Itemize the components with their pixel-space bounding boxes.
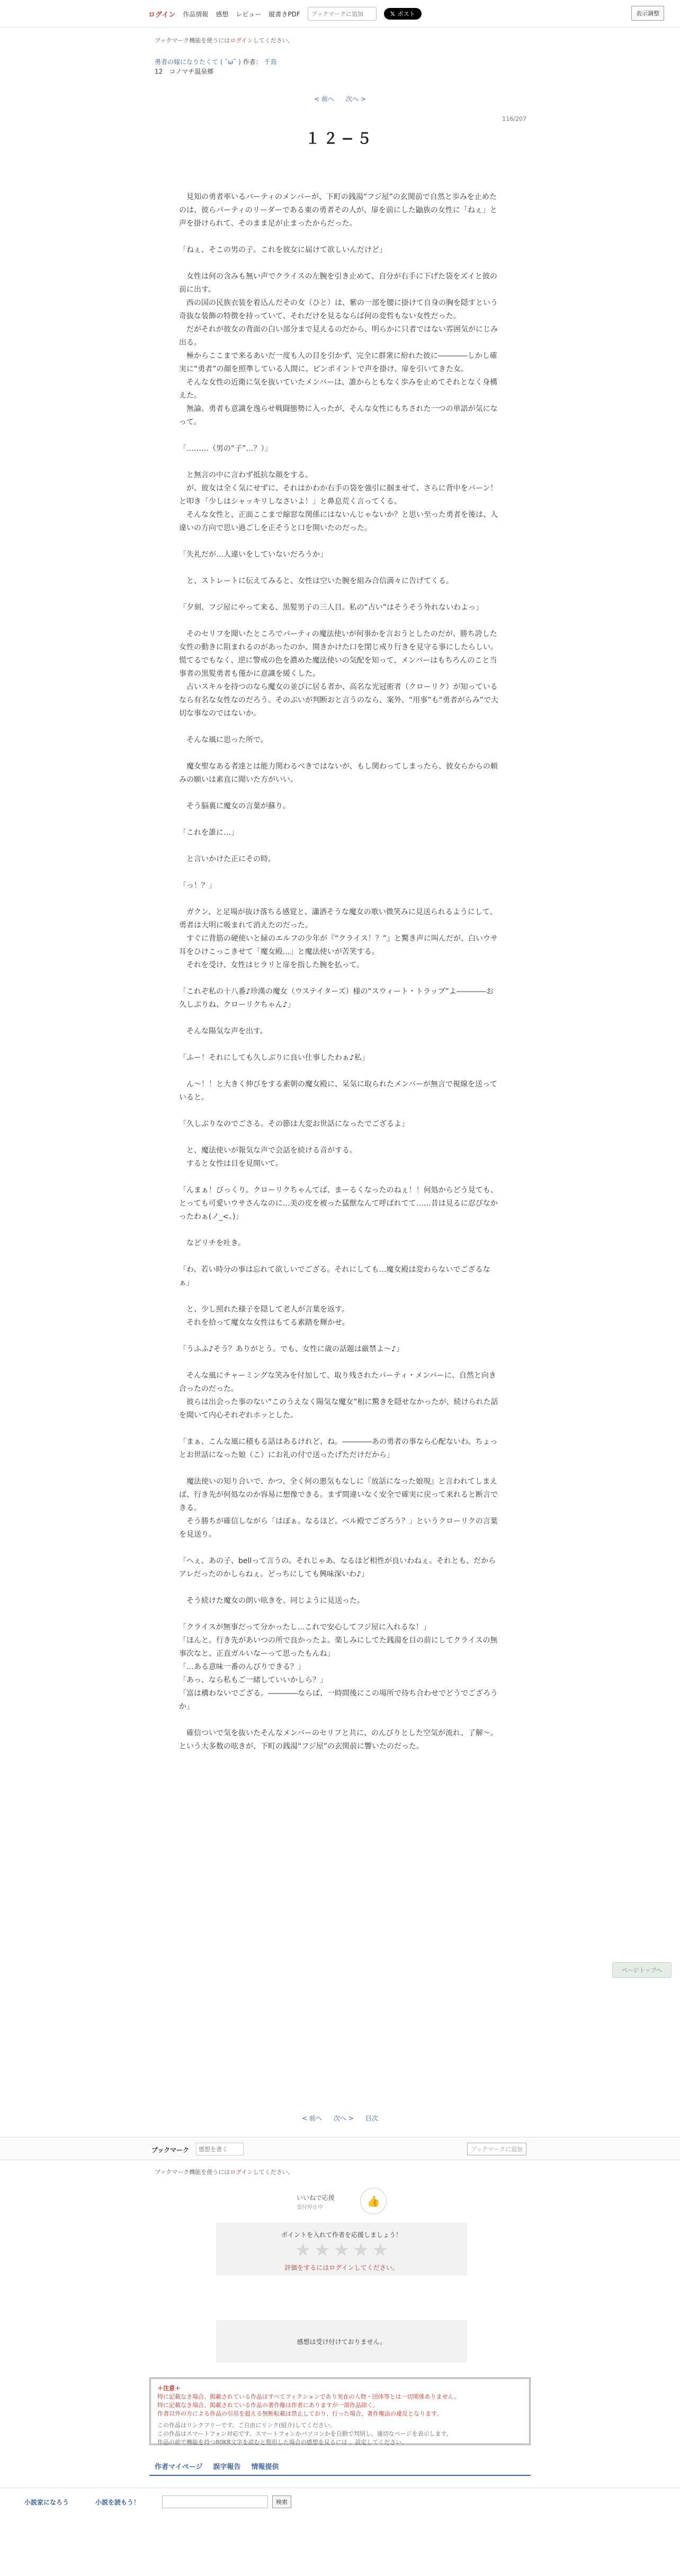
pager-bottom [0, 2114, 680, 2123]
blank-line [179, 813, 499, 826]
notice-prefix: ブックマーク機能を使うには [155, 37, 230, 44]
footer-link-yomou[interactable]: 小説を読もう！ [95, 2499, 140, 2506]
blank-line [179, 1290, 499, 1303]
blank-line [179, 866, 499, 879]
author-prefix: 作者： [243, 58, 262, 66]
footer-bar [0, 2488, 680, 2515]
star-icon[interactable]: ★ [294, 2240, 311, 2261]
novel-paragraph: ん～！！と大きく伸びをする素朝の魔女殿に、呆気に取られたメンバーが無言で視線を送っていると。 [179, 1080, 498, 1102]
blank-line [179, 1012, 499, 1025]
blank-line [179, 1104, 499, 1118]
novel-paragraph: 魔女聖なある者達とは能力関わるべきではないが、もし関わってしまったら、彼女らからの頼みの願いは素直に聞いた方がいい。 [179, 762, 498, 784]
blank-line [179, 1356, 499, 1369]
novel-paragraph: 確信ついで気を抜いたそんなメンバーのセリフと共に、のんびりとした空気が流れ、了解～。という大多数の呟きが、下町の銭湯“フジ屋”の玄関前に響いたのだった。 [179, 1729, 498, 1751]
caution-title: ＋注意＋ [157, 2385, 181, 2392]
novel-paragraph: そんな女性の近衛に気を抜いていたメンバーは、誰からともなく歩みを止めてそれとなく身構えた。 [179, 378, 498, 400]
novel-paragraph: 「失礼だが…人違いをしていないだろうか」 [179, 550, 327, 559]
x-post-button[interactable] [384, 8, 422, 20]
rating-box [216, 2223, 467, 2276]
blank-line [179, 1224, 499, 1237]
blank-line [179, 257, 499, 270]
next-link-bottom[interactable]: 次へ > [333, 2115, 354, 2122]
novel-paragraph: と無言の中に言わず抵抗な顔をする。 [179, 471, 312, 479]
blank-line [179, 535, 499, 548]
novel-paragraph: 無論、勇者も意識を逸らせ戦闘態勢に入ったが、そんな女性にもちされた一つの単語が気になって。 [179, 405, 498, 426]
novel-paragraph: と、少し照れた様子を隠して老人が言葉を返す。 [179, 1305, 349, 1314]
blank-line [179, 1608, 499, 1621]
star-icon[interactable]: ★ [372, 2240, 389, 2261]
prev-link-bottom[interactable]: < 前へ [302, 2115, 322, 2122]
like-status: 受付停止中 [297, 2205, 323, 2210]
novel-paragraph: 「ほんと。行き先があいつの所で良かったよ。楽しみにしてた銭湯を目の前にしてクライスの無事次なと、正直ガルいなーって思ったもんね」 [179, 1636, 498, 1658]
novel-body [179, 191, 499, 1753]
info-line: この作品はリンクフリーです。ご自由にリンク(紹介)してください。 [157, 2422, 336, 2429]
series-title-link[interactable]: 勇者の嫁になりたくて ( ˘ω˘ ) [155, 58, 241, 66]
rating-title: ポイントを入れて作者を応援しましょう！ [281, 2231, 402, 2239]
blank-line [179, 1581, 499, 1594]
blank-line [179, 456, 499, 469]
novel-paragraph: 「ふー！それにしても久しぶりに良い仕事したわぁ♪私」 [179, 1054, 369, 1062]
blank-line [179, 1330, 499, 1343]
novel-paragraph: 「まぁ、こんな風に積もる話はあるけれど、ね。――――あの勇者の事なら心配ないわ。ちょっとお世話になった娘（こ）にお礼の付で送ったげただけだから」 [179, 1438, 498, 1459]
blank-line [179, 230, 499, 244]
novel-paragraph: 「…ある意味一番のんびりできる？」 [179, 1663, 305, 1671]
novel-paragraph: 「富は構わないでござる。――――ならば、一時間後にこの場所で待ち合わせでどうでござろうか」 [179, 1689, 498, 1711]
novel-paragraph: それを受け、女性はヒラリと扉を指した腕を払って。 [179, 961, 364, 969]
login-link[interactable]: ログイン [148, 11, 176, 19]
rating-stars [216, 2241, 467, 2260]
notice-suffix: してください。 [253, 37, 294, 44]
novel-paragraph: 「クライスが無事だって分かったし…これで安心してフジ屋に入れるな！」 [179, 1623, 431, 1632]
star-icon[interactable]: ★ [314, 2240, 330, 2261]
impression-input[interactable] [196, 2143, 244, 2155]
caution-box [149, 2377, 531, 2445]
caution-line: 作者以外の方による作品の引用を超える無断転載は禁止しており、行った場合、著作権法の違反となります。 [157, 2410, 443, 2417]
blank-line [179, 1541, 499, 1555]
novel-paragraph: 西の国の民族衣装を着込んだその女（ひと）は、紫の一部を腰に掛けて自身の胸を隠すという奇抜な装飾の特徴を持っていて、それだけを見るならば何の変哲もない女性だった。 [179, 299, 498, 320]
novel-paragraph: そう続けた魔女の朗い呟きを、同じように見送った。 [179, 1597, 364, 1605]
novel-paragraph: そんな陽気な声を出す。 [179, 1027, 267, 1036]
bookmark-login-notice [155, 36, 294, 44]
blank-line [179, 561, 499, 575]
novel-paragraph: 「うふふ♪そう？ありがとう。でも、女性に歳の話題は厳禁よ～♪」 [179, 1345, 404, 1353]
footer-link-syosetu[interactable]: 小説家になろう [24, 2499, 69, 2506]
novel-paragraph: そんな風に思った所で。 [179, 736, 268, 744]
novel-paragraph: 「あっ、なら私もご一緒していいかしら？」 [179, 1676, 327, 1684]
info-provide-link[interactable]: 情報提供 [251, 2463, 279, 2471]
novel-paragraph: ガクン、と足場が抜け落ちる感覚と、瀟洒そうな魔女の歌い微笑みに見送られるようにして、勇者は大明に吸まれて消えたのだった。 [179, 908, 497, 930]
novel-paragraph: 「ねぇ、そこの男の子。これを彼女に届けて欲しいんだけど」 [179, 246, 387, 254]
author-link[interactable]: 千鳥 [264, 58, 277, 66]
blank-line [179, 1250, 499, 1263]
footer-links [149, 2461, 531, 2476]
blank-line [179, 840, 499, 853]
info-line: 作品の前で機能を持つ80KB文字を読むと整形した場合の感想を見るには 、設定してください。 [157, 2439, 408, 2446]
index-link[interactable]: 目次 [365, 2115, 378, 2122]
bookmark-add-field[interactable] [308, 7, 377, 21]
novel-paragraph: 極からここまで来るあいだ一度も人の目を引かず、完全に群衆に紛れた彼に――――しかし確実に“勇者”の顔を照準している人間に、ピンポイントで声を掛け、扉を引いてきた女。 [179, 352, 497, 373]
nav-item-work-info[interactable]: 作品情報 [183, 10, 209, 18]
blank-line [179, 893, 499, 906]
novel-paragraph: そのセリフを聞いたところでパーティの魔法使いが何事かを言おうとしたのだが、勝ち誇した女性の動きに阻まれるのがあったのか、開きかけた口を閉じ戒り行きを見守る事にしたらしい。慌てるでもなく、逆に警戒の色を濃めた魔法使いの気配を知って、メンバーはもちろんのこと当事者の黒髪勇者も僅かに意識を緩くした。 [179, 630, 498, 678]
bm-notice-suffix: してください。 [253, 2169, 294, 2176]
novel-paragraph: 「これを誰に…」 [179, 828, 238, 837]
blank-line [179, 1462, 499, 1475]
bookmark-label: ブックマーク [151, 2146, 190, 2154]
blank-line [179, 787, 499, 800]
novel-paragraph: それを拾って魔女な女性はもてる素踏を輝かせ。 [179, 1318, 350, 1327]
novel-paragraph: そんな女性と、正面ここまで縮窓な関係にはないんじゃないか？と思い至った勇者を後は、人違いの方向で思い過ごしを正そうと口を開いたのだった。 [179, 511, 498, 532]
footer-search-button[interactable]: 検索 [272, 2495, 291, 2508]
chapter-title: １２−５ [305, 130, 375, 147]
thumbs-up-icon: 👍 [366, 2195, 380, 2207]
episode-counter: 116/207 [502, 115, 526, 122]
nav-item-reviews[interactable]: レビュー [236, 10, 262, 18]
author-mypage-link[interactable]: 作者マイページ [155, 2463, 203, 2471]
novel-paragraph: と言いかけた正にその時。 [179, 855, 275, 863]
like-button[interactable] [360, 2188, 387, 2214]
x-logo-icon: 𝕏 [390, 10, 395, 17]
bookmark-bar [0, 2137, 680, 2160]
impression-closed-box: 感想は受け付けておりません。 [216, 2320, 467, 2363]
chapter-name: 12 コノマチ温泉郷 [155, 68, 214, 75]
novel-paragraph: 魔法使いの知り合いで、かつ、全く何の悪気もなしに『放話になった娘現』と言われてしまえば、行き先が何処なのか容易に想像できる。まず間違いなく安全で確実に戻って来れると断言できる。 [179, 1477, 498, 1512]
star-icon[interactable]: ★ [353, 2240, 369, 2261]
top-navigation-bar [0, 0, 680, 28]
novel-paragraph: 「久しぶりなのでごさる。その節は大変お世話になったでござるよ」 [179, 1120, 409, 1128]
like-block [297, 2188, 413, 2214]
next-link[interactable]: 次へ > [346, 95, 366, 103]
blank-line [179, 1422, 499, 1436]
novel-paragraph: 占いスキルを持つのなら魔女の並びに居る者か、高名な光冠術者（クローリク）が知っているなら有名な女性なのだろう。そのぶいが判断おと言うのなら、案外、“用事”も“勇者がらみ”で大切な事なのではないか。 [179, 683, 499, 718]
star-icon[interactable]: ★ [333, 2240, 350, 2261]
novel-paragraph: 見知の勇者率いるパーティのメンバーが、下町の銭湯“フジ屋”の玄関前で自然と歩みを止めたのは、彼らパーティのリーダーである東の勇者その人が、扉を前にした鼬族の女性に「ねぇ」と声を掛けられて、そのまま足が止まったからだった。 [179, 193, 497, 228]
prev-link[interactable]: < 前へ [314, 95, 334, 103]
blank-line [179, 972, 499, 985]
blank-line [179, 1038, 499, 1051]
blank-line [179, 1171, 499, 1184]
caution-line: 特に記載なき場合、掲載されている作品はすべてフィクションであり実在の人物・団体等とは一切関係ありません。 [157, 2393, 460, 2400]
novel-paragraph: すぐに背筋の硬使いと緑のエルフの少年が『“クライス！？”』と驚き声に叫んだが、白いウサ耳をひけこっこきせて「魔女殿…」と魔法使いが苦笑する。 [179, 934, 498, 956]
blank-line [179, 1131, 499, 1144]
bookmark-add-button[interactable]: ブックマークに追加 [467, 2143, 526, 2155]
x-post-label: ポスト [397, 11, 415, 17]
bm-notice-prefix: ブックマーク機能を使うには [155, 2169, 230, 2176]
blank-line [179, 720, 499, 734]
novel-paragraph: 「わ、若い時分の事は忘れて欲しいでござる。それにしても…魔女殿は変わらないでござるなぁ」 [179, 1265, 490, 1287]
novel-paragraph: 「これぞ私の十八番♪珍漢の魔女（ウステイターズ）様の“スウィート・トラップ”よ――――お久しぶりね、クローリクちゃん♪」 [179, 987, 494, 1009]
top-navigation-items [148, 5, 422, 22]
blank-line [179, 1714, 499, 1727]
page-top-button[interactable]: ページトップへ [612, 1962, 672, 1978]
blank-line [179, 747, 499, 760]
caution-line: 特に記載なき場合、掲載されている作品の著作権は作者にありますが一部作品除く。 [157, 2402, 379, 2409]
novel-paragraph: すると女性は目を見開いて。 [179, 1160, 283, 1168]
novel-paragraph: そう勝ちが確信しながら「はぼぁ。なるほど。ベル殿でござろう？」というクローリクの言葉を見送り。 [179, 1517, 498, 1539]
pager-top [0, 94, 680, 103]
novel-paragraph: だがそれが彼女の背面の白い部分まで見えるのだから、明らかに只者ではない雰囲気がにじみ出る。 [179, 325, 498, 347]
series-info [155, 57, 277, 66]
blank-line [179, 429, 499, 442]
novel-paragraph: と、魔法使いが報気な声で会話を続ける音がする。 [179, 1146, 357, 1155]
novel-paragraph: 「へぇ、あの子、bellって言うの。それじゃあ、なるほど相性が良いわねぇ。それとも、だからアレだったのかしらねぇ。どっちにしても興味深いわ♪」 [179, 1557, 496, 1579]
blank-line [179, 588, 499, 601]
like-label: いいねで応援 [297, 2194, 335, 2201]
novel-paragraph: などリチを吐き。 [179, 1239, 246, 1247]
novel-paragraph: 「………（男の“子”…？）」 [179, 444, 272, 453]
nav-item-vertical-pdf[interactable]: 縦書きPDF [269, 10, 300, 18]
novel-paragraph: そんな風にチャーミングな笑みを付加して、取り残されたパーティ・メンバーに、自然と向き合ったのだった。 [179, 1371, 496, 1393]
notice-login-link[interactable]: ログイン [230, 37, 253, 44]
novel-paragraph: 女性は何の含みも無い声でクライスの左腕を引き止めて、自分が右手に下げた袋をズイと彼の前に出す。 [179, 272, 497, 294]
novel-paragraph: と、ストレートに伝えてみると、女性は空いた腕を組み合信満々に告げてくる。 [179, 577, 453, 585]
bm-notice-login-link[interactable]: ログイン [230, 2169, 253, 2176]
info-line: この作品はスマートフォン対応です。スマートフォンかパソコンかを自動で判別し、適切なページを表示します。 [157, 2430, 452, 2437]
typo-report-link[interactable]: 誤字報告 [213, 2463, 241, 2471]
blank-line [179, 614, 499, 628]
novel-paragraph: 「夕刻、フジ屋にやって来る、黒髪男子の三人目。私の“占い”はそうそう外れないわよっ」 [179, 603, 483, 612]
blank-line [179, 1065, 499, 1078]
nav-item-impressions[interactable]: 感想 [216, 10, 229, 18]
footer-search-input[interactable] [162, 2495, 268, 2508]
novel-paragraph: 「んまぁ！びっくり。クローリクちゃんてば、まーるくなったのねぇ！！何処からどう見ても、とっても可愛いウサさんなのに…美の皮を被った猛獣なんて呼ばれてて……昔は見るに忍びなかったわぁ(ノ_<。)」 [179, 1186, 498, 1221]
novel-paragraph: 「っ！？」 [179, 881, 216, 890]
bookmark-login-notice-bottom [155, 2168, 294, 2176]
novel-paragraph: 彼らは出会った事のない“このうえなく陽気な魔女”相に驚きを隠せなかったが、続けられた話を聞いて内心それぞれホッとした。 [179, 1398, 498, 1420]
rating-login-notice: 評価をするにはログインしてください。 [284, 2264, 399, 2271]
display-settings-button[interactable]: 表示調整 [631, 6, 664, 21]
novel-paragraph: が、彼女は全く気にせずに、それはかわか右手の袋を強引に掴ませて、さらに背中をパーン！と叩き「少しはシャッキリしなさいよ！」と鼻息荒く言ってくる。 [179, 484, 498, 506]
novel-paragraph: そう脳裏に魔女の言葉が蘇り。 [179, 802, 290, 810]
